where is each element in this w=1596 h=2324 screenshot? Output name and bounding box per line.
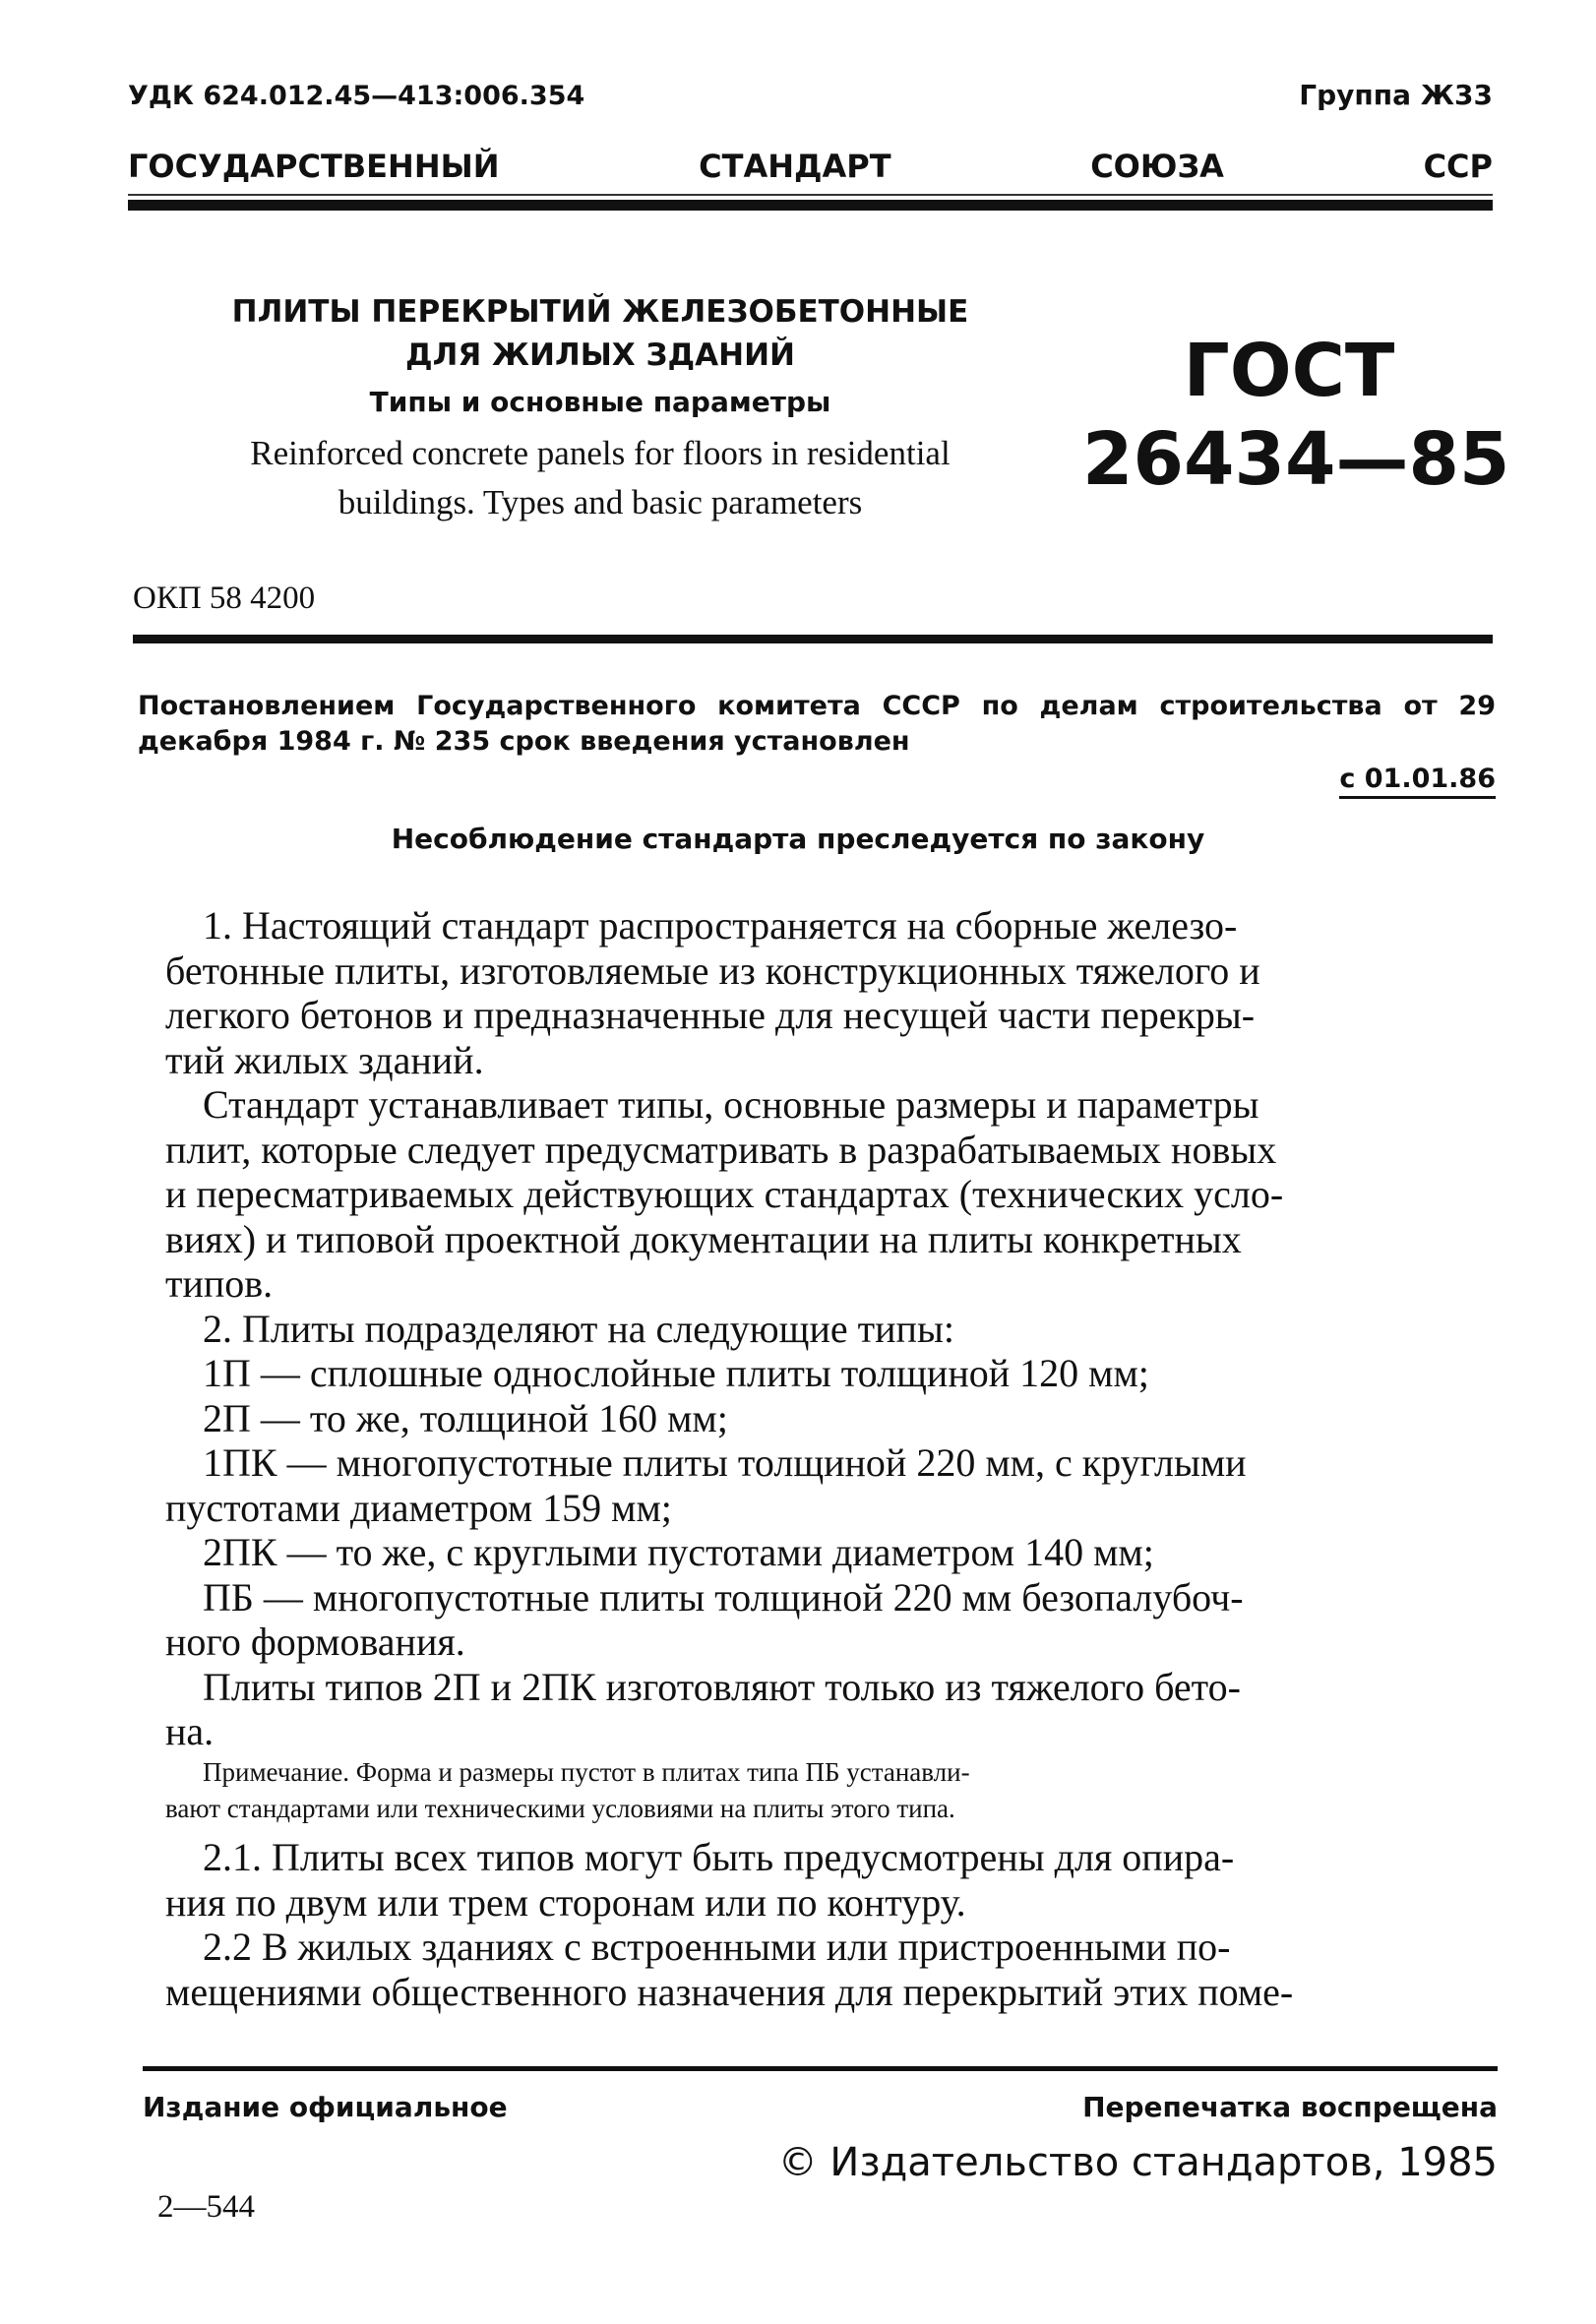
header-rule	[128, 200, 1493, 211]
reprint-notice: Перепечатка воспрещена	[1082, 2091, 1498, 2123]
heading-word: СОЮЗА	[1090, 148, 1224, 185]
state-standard-heading	[128, 148, 1493, 185]
gost-number: 26434—85	[1082, 417, 1510, 502]
gost-word: ГОСТ	[1183, 329, 1395, 413]
okp-code: ОКП 58 4200	[133, 581, 316, 616]
body-line: Плиты типов 2П и 2ПК изготовляют только из тяжелого бето-	[203, 1664, 1241, 1709]
body-line: 2П — то же, толщиной 160 мм;	[203, 1395, 728, 1440]
gost-designation	[1082, 329, 1510, 507]
header-rule-thin	[128, 194, 1493, 196]
body-line: 2. Плиты подразделяют на следующие типы:	[203, 1306, 954, 1351]
copyright-notice: © Издательство стандартов, 1985	[777, 2140, 1498, 2185]
title-english-line-2: buildings. Types and basic parameters	[338, 483, 863, 521]
body-line: ного формования.	[165, 1620, 465, 1664]
footer-rule	[143, 2066, 1498, 2071]
heading-word: СТАНДАРТ	[699, 148, 891, 185]
title-english-line-1: Reinforced concrete panels for floors in residential	[250, 434, 951, 472]
note-text	[165, 1754, 1496, 1827]
body-line: пустотами диаметром 159 мм;	[165, 1485, 672, 1530]
body-text	[165, 903, 1496, 1754]
body-text-continued	[165, 1835, 1496, 2014]
body-line: мещениями общественного назначения для перекрытий этих поме-	[165, 1969, 1294, 2014]
body-line: типов.	[165, 1261, 274, 1306]
body-line: 2.1. Плиты всех типов могут быть предусмотрены для опира-	[203, 1835, 1235, 1879]
heading-word: ГОСУДАРСТВЕННЫЙ	[128, 148, 500, 185]
body-line: виях) и типовой проектной документации на плиты конкретных	[165, 1216, 1242, 1261]
body-line: тий жилых зданий.	[165, 1037, 484, 1082]
title-subtitle: Типы и основные параметры	[369, 386, 831, 418]
heading-word: ССР	[1423, 148, 1493, 185]
title-block	[157, 290, 1043, 522]
body-line: плит, которые следует предусматривать в разрабатываемых новых	[165, 1127, 1277, 1172]
body-line: 2ПК — то же, с круглыми пустотами диаметром 140 мм;	[203, 1530, 1154, 1574]
legal-warning: Несоблюдение стандарта преследуется по закону	[391, 823, 1205, 855]
body-line: и пересматриваемых действующих стандартах (технических усло-	[165, 1172, 1284, 1216]
body-line: ПБ — многопустотные плиты толщиной 220 мм безопалубоч-	[203, 1574, 1244, 1620]
body-line: 2.2 В жилых зданиях с встроенными или пристроенными по-	[203, 1925, 1231, 1969]
page-code: 2—544	[157, 2189, 255, 2225]
group-code: Группа Ж33	[1299, 79, 1493, 111]
title-rule	[133, 635, 1493, 643]
official-edition: Издание официальное	[143, 2091, 508, 2123]
title-line-2: ДЛЯ ЖИЛЫХ ЗДАНИЙ	[405, 337, 795, 373]
note-line: Примечание. Форма и размеры пустот в плитах типа ПБ устанавли-	[203, 1757, 970, 1787]
body-line: 1П — сплошные однослойные плиты толщиной 120 мм;	[203, 1351, 1149, 1395]
note-line: вают стандартами или техническими условиями на плиты этого типа.	[165, 1794, 955, 1823]
udk-code: УДК 624.012.45—413:006.354	[128, 81, 585, 111]
effective-date: с 01.01.86	[1339, 764, 1496, 799]
body-line: ния по двум или трем сторонам или по контуру.	[165, 1879, 966, 1925]
body-line: на.	[165, 1709, 215, 1753]
body-line: 1ПК — многопустотные плиты толщиной 220 мм, с круглыми	[203, 1440, 1247, 1485]
body-line: 1. Настоящий стандарт распространяется на сборные железо-	[203, 903, 1238, 948]
decree-text: Постановлением Государственного комитета СССР по делам строительства от 29 декабря 1984 г. № 235 срок введения установлен	[138, 691, 1496, 757]
title-line-1: ПЛИТЫ ПЕРЕКРЫТИЙ ЖЕЛЕЗОБЕТОННЫЕ	[231, 294, 969, 330]
body-line: легкого бетонов и предназначенные для несущей части перекры-	[165, 993, 1256, 1037]
body-line: Стандарт устанавливает типы, основные размеры и параметры	[203, 1082, 1259, 1127]
body-line: бетонные плиты, изготовляемые из конструкционных тяжелого и	[165, 948, 1260, 993]
